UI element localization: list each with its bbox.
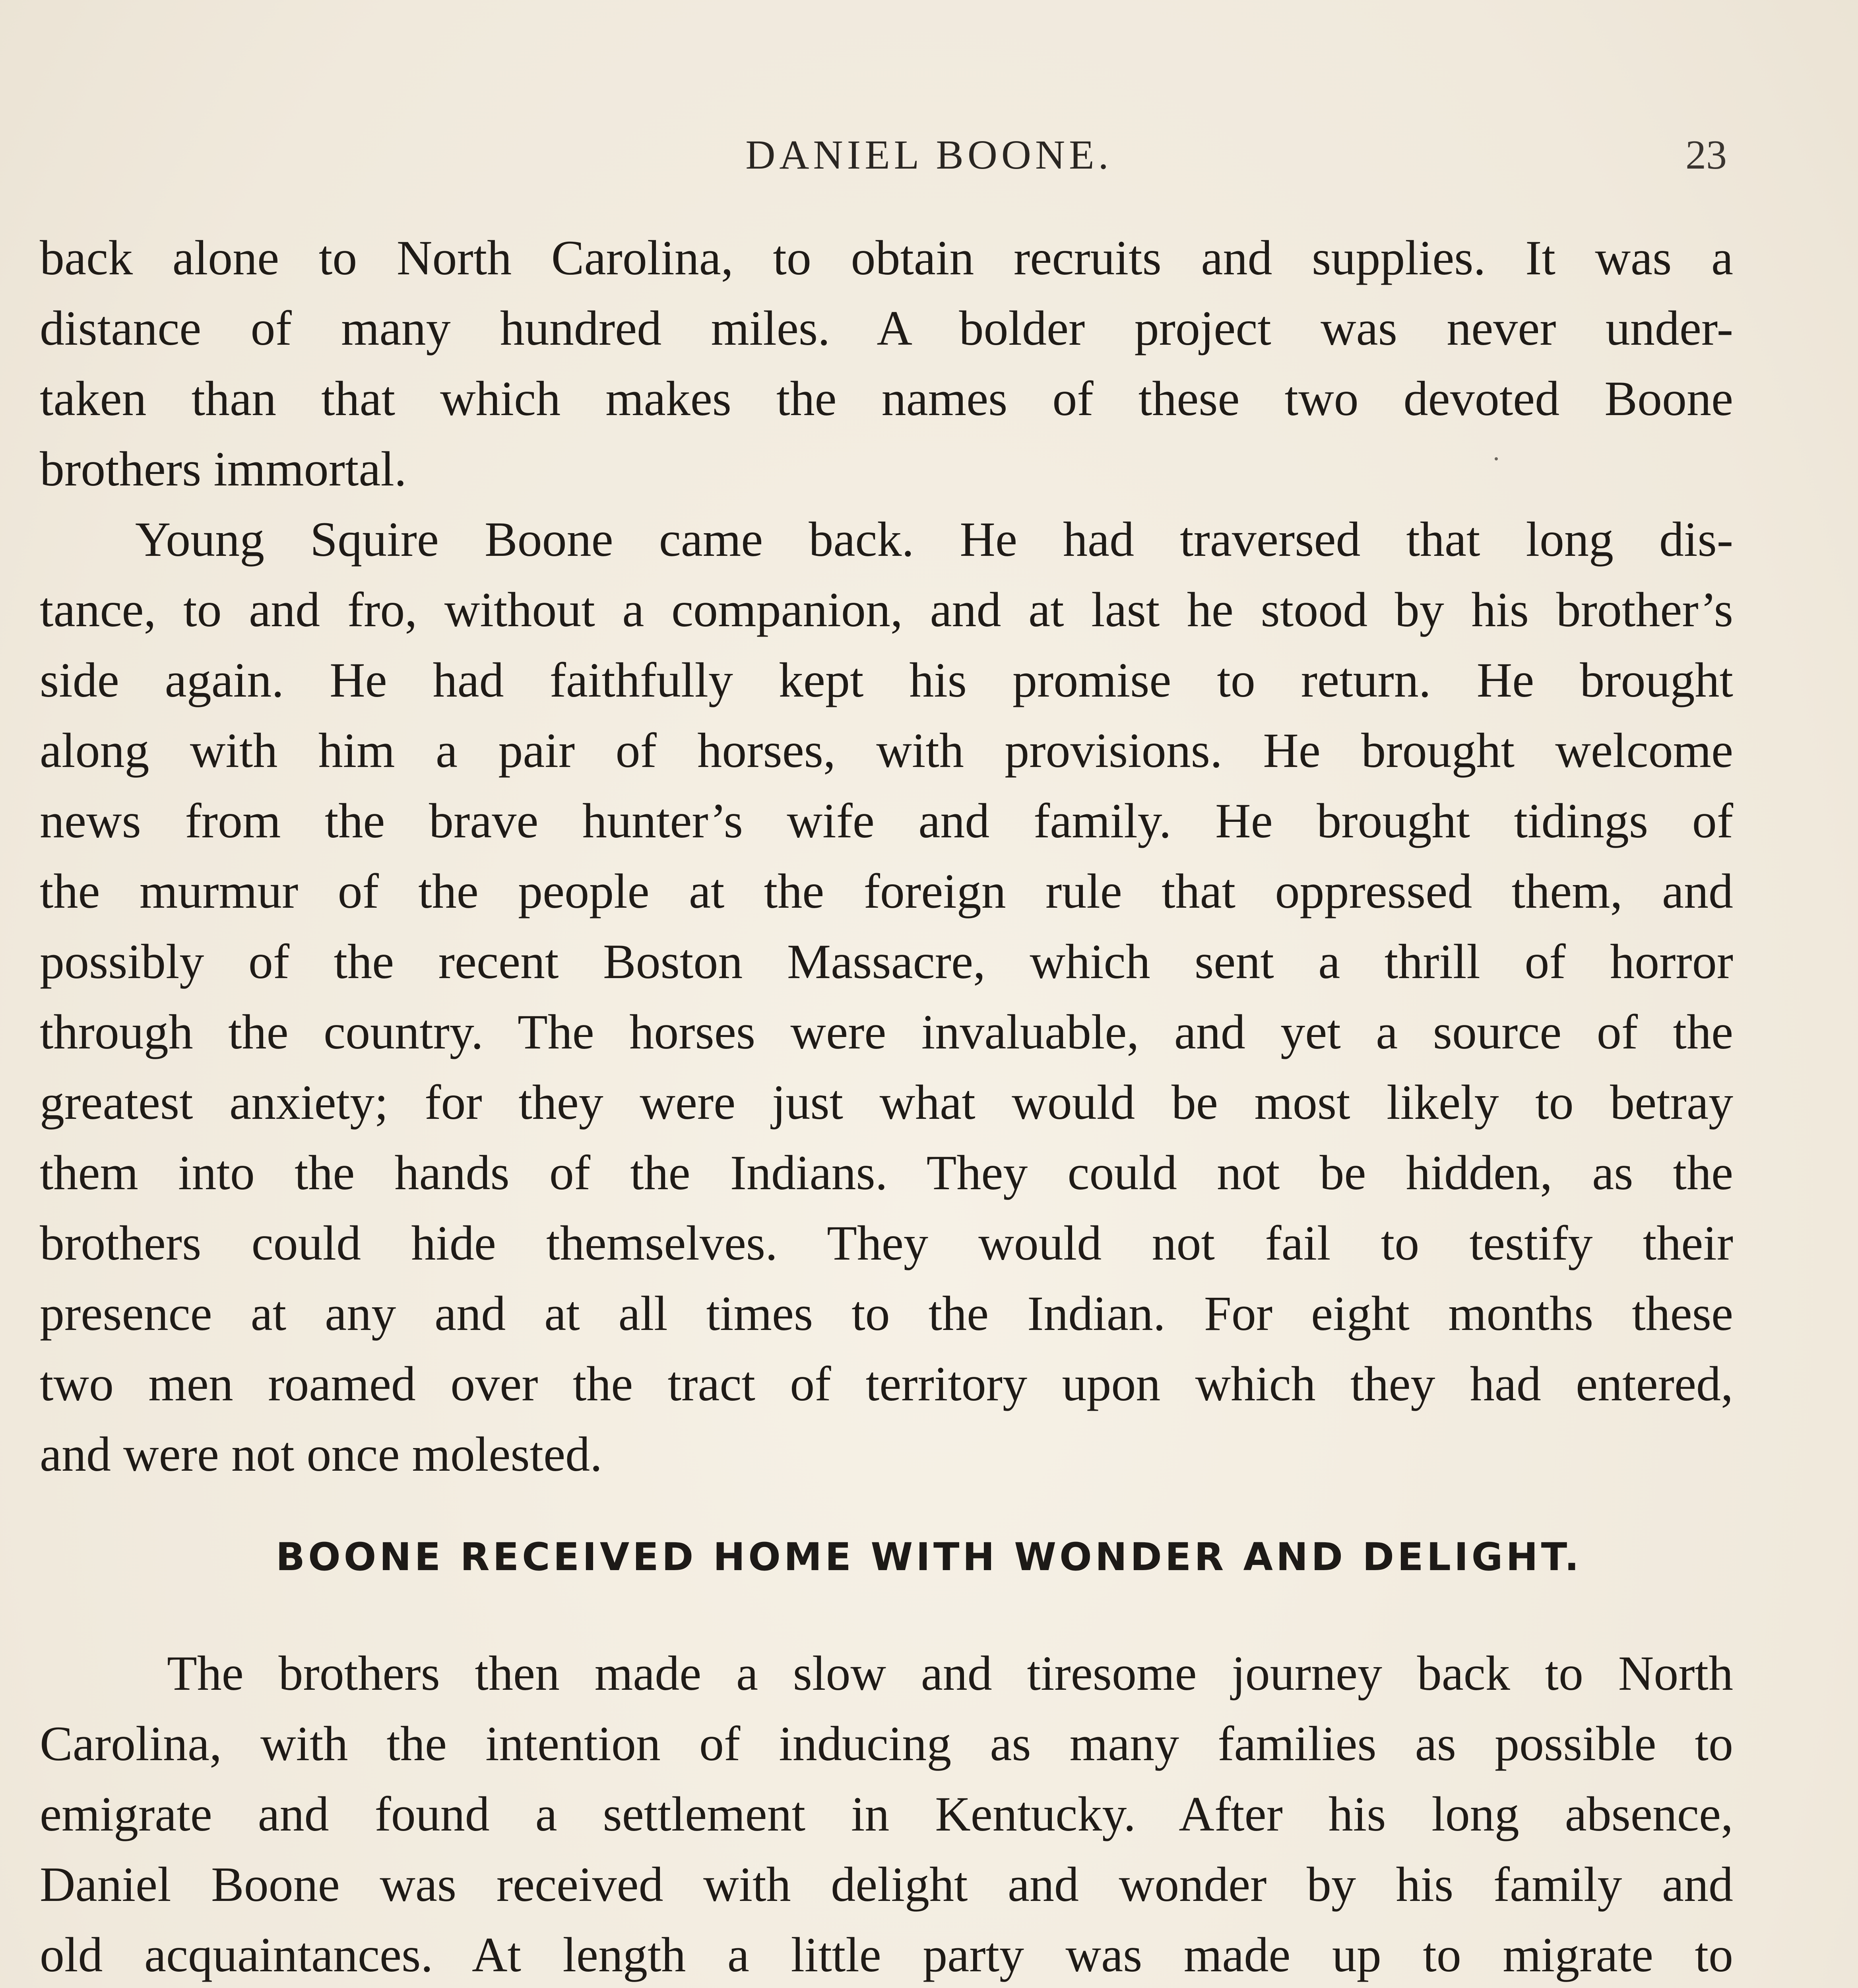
text-line: back alone to North Carolina, to obtain recruits and supplies. It was a [40, 231, 1733, 285]
text-line: through the country. The horses were invaluable, and yet a source of the [40, 1005, 1733, 1059]
text-line: two men roamed over the tract of territory upon which they had entered, [40, 1357, 1733, 1411]
text-line: side again. He had faithfully kept his promise to return. He brought [40, 653, 1733, 707]
text-line: tance, to and fro, without a companion, and at last he stood by his brother’s [40, 582, 1733, 637]
running-title: DANIEL BOONE. [745, 132, 1113, 178]
paper-speck [1495, 457, 1498, 460]
text-line: greatest anxiety; for they were just what would be most likely to betray [40, 1075, 1733, 1130]
text-line: distance of many hundred miles. A bolder project was never under- [40, 301, 1733, 355]
text-line: The brothers then made a slow and tiresome journey back to North [167, 1646, 1733, 1701]
text-line: brothers could hide themselves. They would not fail to testify their [40, 1216, 1733, 1270]
paragraph-2 [40, 504, 1733, 1489]
text-line: along with him a pair of horses, with provisions. He brought welcome [40, 723, 1733, 778]
text-line: Carolina, with the intention of inducing as many families as possible to [40, 1716, 1733, 1771]
text-line: old acquaintances. At length a little party was made up to migrate to [40, 1928, 1733, 1982]
running-head [0, 131, 1858, 191]
text-line: news from the brave hunter’s wife and family. He brought tidings of [40, 794, 1733, 848]
text-line: taken than that which makes the names of these two devoted Boone [40, 371, 1733, 426]
text-line: possibly of the recent Boston Massacre, which sent a thrill of horror [40, 934, 1733, 989]
text-line: brothers immortal. [40, 442, 407, 496]
text-line: Daniel Boone was received with delight and wonder by his family and [40, 1857, 1733, 1912]
page-number: 23 [1685, 132, 1727, 178]
text-line: the murmur of the people at the foreign rule that oppressed them, and [40, 864, 1733, 918]
paragraph-1 [40, 223, 1733, 504]
text-line: them into the hands of the Indians. They could not be hidden, as the [40, 1145, 1733, 1200]
text-line: and were not once molested. [40, 1427, 603, 1481]
text-line: Young Squire Boone came back. He had traversed that long dis- [135, 512, 1733, 567]
text-line: presence at any and at all times to the Indian. For eight months these [40, 1286, 1733, 1341]
section-heading: BOONE RECEIVED HOME WITH WONDER AND DELIGHT. [275, 1535, 1583, 1579]
paragraph-3 [40, 1638, 1733, 1988]
text-line: emigrate and found a settlement in Kentucky. After his long absence, [40, 1787, 1733, 1841]
